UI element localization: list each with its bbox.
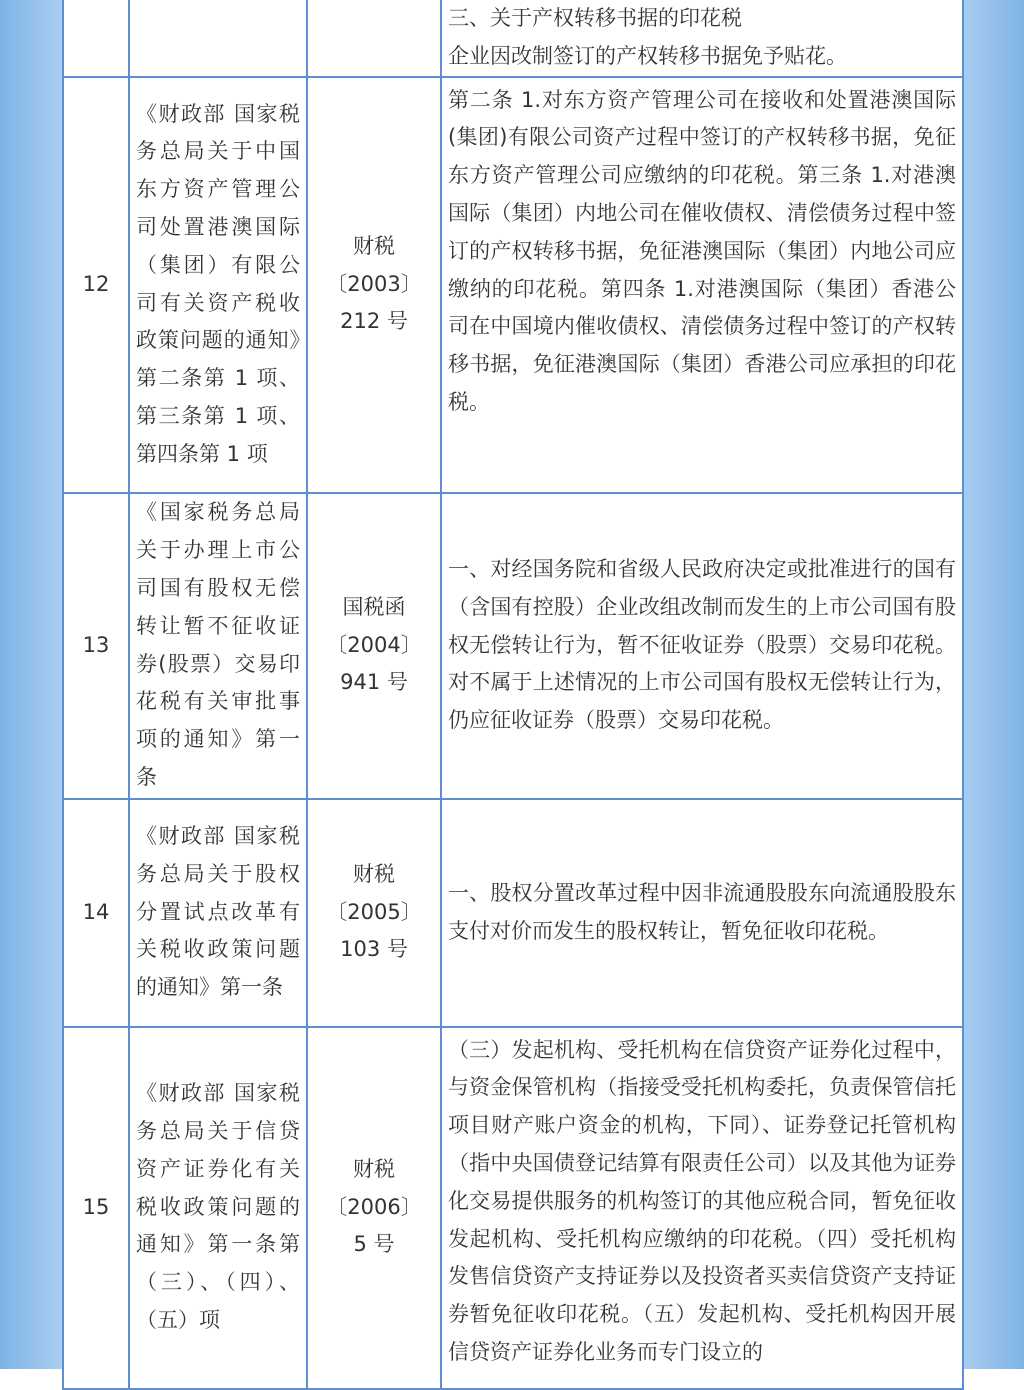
content-text: 一、股权分置改革过程中因非流通股股东向流通股股东支付对价而发生的股权转让，暂免征收印花税。 xyxy=(448,880,956,943)
policy-document-title: 《财政部 国家税务总局关于股权分置试点改革有关税收政策问题的通知》第一条 xyxy=(129,799,307,1027)
document-number-line: 财税 xyxy=(353,233,395,258)
table-row xyxy=(63,0,963,77)
policy-document-title: 《财政部 国家税务总局关于信贷资产证券化有关税收政策问题的通知》第一条第（三）、（四）、（五）项 xyxy=(129,1027,307,1389)
row-number xyxy=(63,0,129,77)
document-number xyxy=(307,493,441,799)
table-row xyxy=(63,799,963,1027)
policy-content xyxy=(441,799,963,1027)
document-number xyxy=(307,77,441,493)
row-number: 15 xyxy=(63,1027,129,1389)
document-number xyxy=(307,799,441,1027)
document-number-line: 财税 xyxy=(353,1156,395,1181)
document-number-line: 〔2004〕 xyxy=(326,632,422,657)
document-number xyxy=(307,1027,441,1389)
content-text: 第二条 1.对东方资产管理公司在接收和处置港澳国际(集团)有限公司资产过程中签订的产权转移书据，免征东方资产管理公司应缴纳的印花税。第三条 1.对港澳国际（集团）内地公司在催收债权、清偿债务过程中签订的产权转移书据，免征港澳国际（集团）内地公司应缴纳的印花税。第四条 1.对港澳国际（集团）香港公司在中国境内催收债权、清偿债务过程中签订的产权转移书据，免征港澳国际（集团）香港公司应承担的印花税。 xyxy=(448,87,956,414)
policy-content xyxy=(441,77,963,493)
policy-document-title: 《财政部 国家税务总局关于中国东方资产管理公司处置港澳国际（集团）有限公司有关资产税收政策问题的通知》第二条第 1 项、第三条第 1 项、第四条第 1 项 xyxy=(129,77,307,493)
content-line: 三、关于产权转移书据的印花税 xyxy=(448,6,742,30)
tax-policy-table xyxy=(62,0,964,1390)
document-number-line: 103 号 xyxy=(340,937,408,962)
row-number: 13 xyxy=(63,493,129,799)
table-row xyxy=(63,77,963,493)
document-number-line: 国税函 xyxy=(342,594,406,619)
content-text: 一、对经国务院和省级人民政府决定或批准进行的国有（含国有控股）企业改组改制而发生的上市公司国有股权无偿转让行为，暂不征收证券（股票）交易印花税。对不属于上述情况的上市公司国有股权无偿转让行为，仍应征收证券（股票）交易印花税。 xyxy=(448,557,956,733)
policy-content xyxy=(441,493,963,799)
document-number-line: 〔2003〕 xyxy=(326,271,422,296)
policy-document-title xyxy=(129,0,307,77)
policy-document-title: 《国家税务总局关于办理上市公司国有股权无偿转让暂不征收证券(股票）交易印花税有关审批事项的通知》第一条 xyxy=(129,493,307,799)
row-number: 12 xyxy=(63,77,129,493)
policy-content xyxy=(441,0,963,77)
document-number-line: 财税 xyxy=(353,861,395,886)
content-text: （三）发起机构、受托机构在信贷资产证券化过程中，与资金保管机构（指接受受托机构委托，负责保管信托项目财产账户资金的机构，下同）、证券登记托管机构（指中央国债登记结算有限责任公司）以及其他为证券化交易提供服务的机构签订的其他应税合同，暂免征收发起机构、受托机构应缴纳的印花税。（四）受托机构发售信贷资产支持证券以及投资者买卖信贷资产支持证券暂免征收印花税。（五）发起机构、受托机构因开展信贷资产证券化业务而专门设立的 xyxy=(448,1037,956,1364)
table-row xyxy=(63,1027,963,1389)
row-number: 14 xyxy=(63,799,129,1027)
document-number-line: 941 号 xyxy=(340,670,408,695)
document-number-line: 〔2006〕 xyxy=(326,1194,422,1219)
document-number xyxy=(307,0,441,77)
table-row xyxy=(63,493,963,799)
document-number-line: 〔2005〕 xyxy=(326,899,422,924)
policy-content xyxy=(441,1027,963,1389)
content-line: 企业因改制签订的产权转移书据免予贴花。 xyxy=(448,43,847,68)
document-number-line: 5 号 xyxy=(353,1232,395,1257)
document-number-line: 212 号 xyxy=(340,309,408,334)
